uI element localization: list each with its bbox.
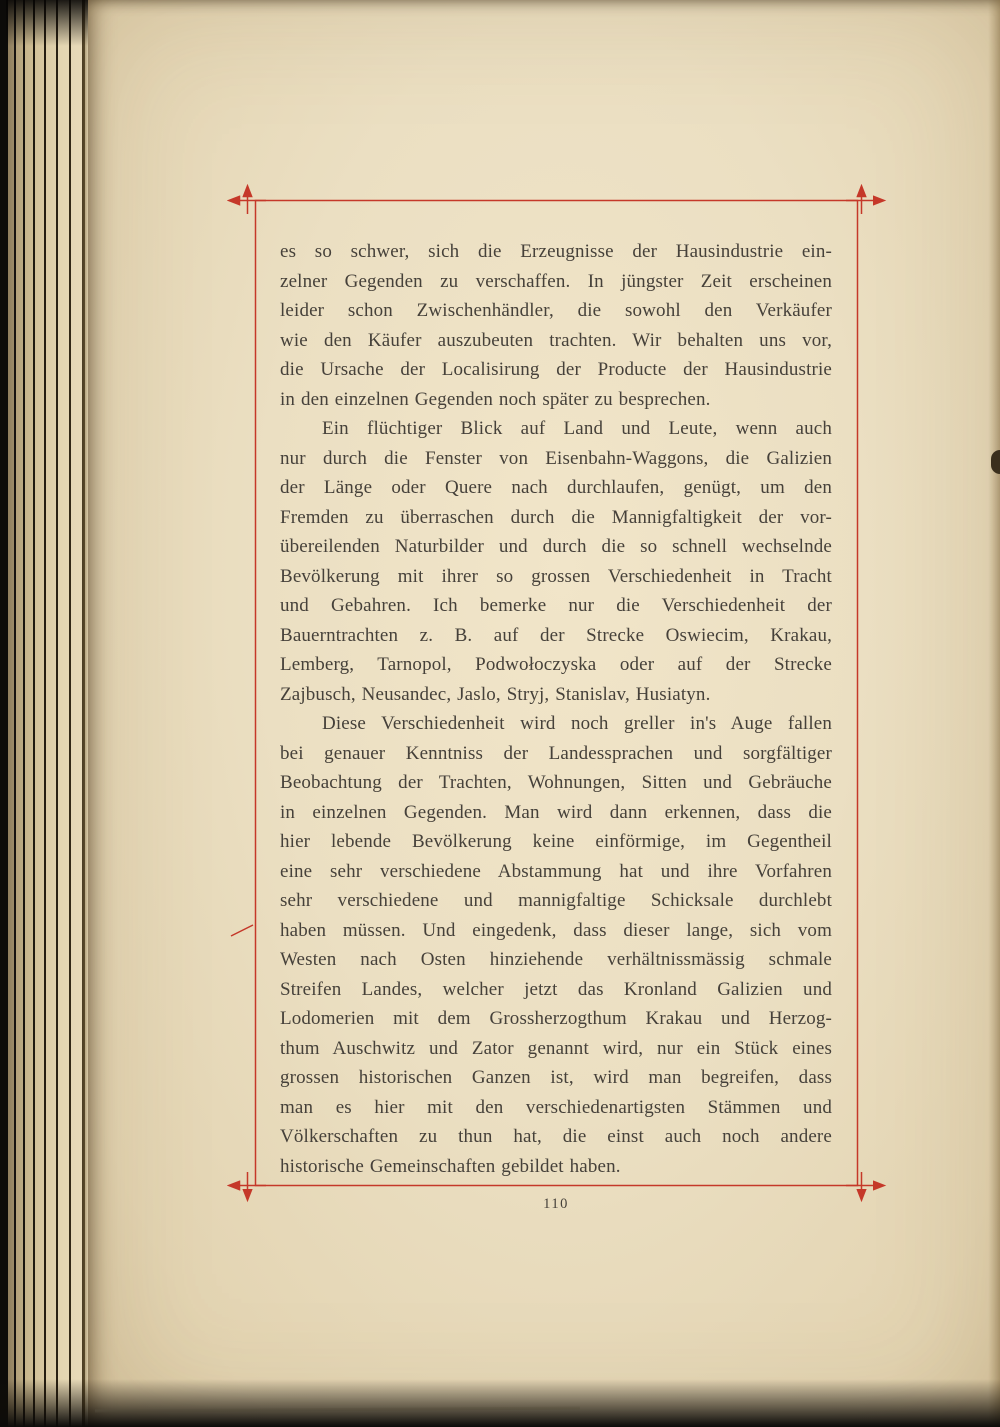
text-line: und Gebahren. Ich bemerke nur die Verschiedenheit der [280,595,832,616]
text-line: Lemberg, Tarnopol, Podwołoczyska oder auf der Strecke [280,654,832,675]
text-line: leider schon Zwischenhändler, die sowohl den Verkäufer [280,300,832,321]
text-line: grossen historischen Ganzen ist, wird man begreifen, dass [280,1067,832,1088]
text-line: eine sehr verschiedene Abstammung hat und ihre Vorfahren [280,860,832,882]
page-right-edge-shadow [988,0,1000,1427]
text-line: es so schwer, sich die Erzeugnisse der Hausindustrie ein- [280,241,832,262]
text-line: thum Auschwitz und Zator genannt wird, nur ein Stück eines [280,1037,832,1059]
text-line: in den einzelnen Gegenden noch später zu besprechen. [280,388,711,410]
paragraph [280,414,832,709]
text-line: Bevölkerung mit ihrer so grossen Verschiedenheit in Tracht [280,565,832,587]
text-line: Fremden zu überraschen durch die Mannigfaltigkeit der vor- [280,506,832,528]
bottom-shadow [0,1379,1000,1427]
text-line: in einzelnen Gegenden. Man wird dann erkennen, dass die [280,801,832,823]
text-line: Zajbusch, Neusandec, Jaslo, Stryj, Stanislav, Husiatyn. [280,683,711,705]
text-line: Völkerschaften zu thun hat, die einst auch noch andere [280,1126,832,1147]
text-line: hier lebende Bevölkerung keine einförmige, im Gegentheil [280,831,832,852]
text-line: übereilenden Naturbilder und durch die so schnell wechselnde [280,536,832,557]
text-line: Beobachtung der Trachten, Wohnungen, Sitten und Gebräuche [280,772,832,793]
page-edge-notch [991,450,1000,474]
text-line: haben müssen. Und eingedenk, dass dieser lange, sich vom [280,919,832,941]
text-block [280,237,832,1181]
text-line: historische Gemeinschaften gebildet haben. [280,1155,621,1177]
text-line: wie den Käufer auszubeuten trachten. Wir behalten uns vor, [280,329,832,351]
text-line: nur durch die Fenster von Eisenbahn-Waggons, die Galizien [280,447,832,469]
text-line: Ein flüchtiger Blick auf Land und Leute, wenn auch [322,418,832,439]
text-line: Diese Verschiedenheit wird noch greller in's Auge fallen [322,713,832,734]
text-line: Lodomerien mit dem Grossherzogthum Krakau und Herzog- [280,1008,832,1029]
text-line: zelner Gegenden zu verschaffen. In jüngster Zeit erscheinen [280,270,832,292]
text-line: Streifen Landes, welcher jetzt das Kronland Galizien und [280,978,832,1000]
text-line: bei genauer Kenntniss der Landessprachen und sorgfältiger [280,742,832,764]
paragraph [280,709,832,1181]
text-line: man es hier mit den verschiedenartigsten Stämmen und [280,1096,832,1118]
stacked-page-edges [6,0,88,1427]
text-line: sehr verschiedene und mannigfaltige Schicksale durchlebt [280,890,832,911]
paragraph [280,237,832,414]
page-number: 110 [543,1196,569,1212]
text-line: der Länge oder Quere nach durchlaufen, genügt, um den [280,477,832,498]
text-line: die Ursache der Localisirung der Producte der Hausindustrie [280,359,832,380]
text-line: Bauerntrachten z. B. auf der Strecke Oswiecim, Krakau, [280,624,832,646]
text-line: Westen nach Osten hinziehende verhältnissmässig schmale [280,949,832,970]
